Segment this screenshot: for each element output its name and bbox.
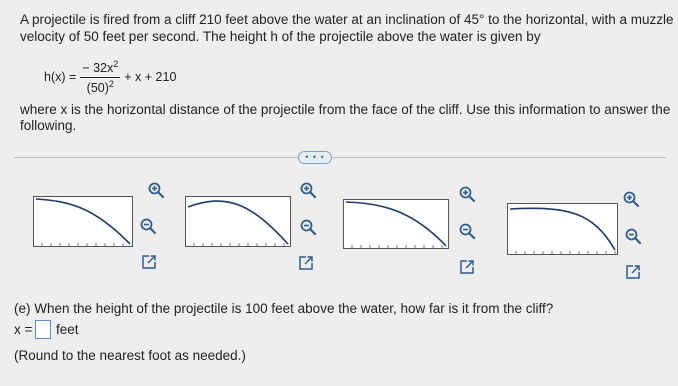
zoom-in-icon[interactable] — [622, 190, 640, 208]
zoom-out-icon[interactable] — [458, 222, 476, 240]
function-rest: + x + 210 — [124, 70, 177, 84]
graph-curve — [510, 208, 615, 250]
answer-prefix: x = — [14, 322, 33, 337]
zoom-out-icon[interactable] — [139, 217, 157, 235]
function-lhs: h(x) = — [44, 70, 77, 84]
graph-option-b[interactable] — [185, 196, 291, 247]
more-button[interactable]: • • • — [298, 151, 332, 164]
graph-option-a[interactable] — [33, 196, 133, 247]
graph-option-d[interactable] — [507, 203, 618, 255]
graph-curve — [188, 201, 288, 244]
graph-curve — [346, 202, 446, 246]
zoom-in-icon[interactable] — [147, 181, 165, 199]
popout-icon[interactable] — [140, 253, 158, 271]
function-definition — [44, 54, 176, 100]
graph-option-c[interactable] — [343, 199, 449, 249]
popout-icon[interactable] — [624, 263, 642, 281]
fraction-denominator: $(50)^2$ — [86, 78, 114, 95]
problem-line-3: where x is the horizontal distance of the projectile from the face of the cliff. Use this information to answer the — [20, 102, 671, 117]
zoom-out-icon[interactable] — [624, 227, 642, 245]
problem-line-2: velocity of 50 feet per second. The height h of the projectile above the water is given by — [20, 29, 541, 44]
popout-icon[interactable] — [458, 258, 476, 276]
zoom-in-icon[interactable] — [299, 181, 317, 199]
fraction-numerator: − $32x^2$ — [82, 59, 119, 76]
answer-input[interactable] — [35, 320, 51, 339]
popout-icon[interactable] — [297, 254, 315, 272]
section-divider — [14, 157, 666, 158]
answer-unit: feet — [56, 322, 79, 337]
problem-line-1: A projectile is fired from a cliff 210 feet above the water at an inclination of 45° to the horizontal, with a muzzle — [20, 12, 674, 27]
instruction-text: (Round to the nearest foot as needed.) — [14, 348, 246, 363]
question-text: (e) When the height of the projectile is 100 feet above the water, how far is it from the cliff? — [14, 301, 554, 316]
zoom-out-icon[interactable] — [299, 218, 317, 236]
problem-line-4: following. — [20, 118, 77, 133]
zoom-in-icon[interactable] — [458, 185, 476, 203]
function-fraction — [80, 59, 120, 94]
graph-curve — [36, 199, 130, 244]
